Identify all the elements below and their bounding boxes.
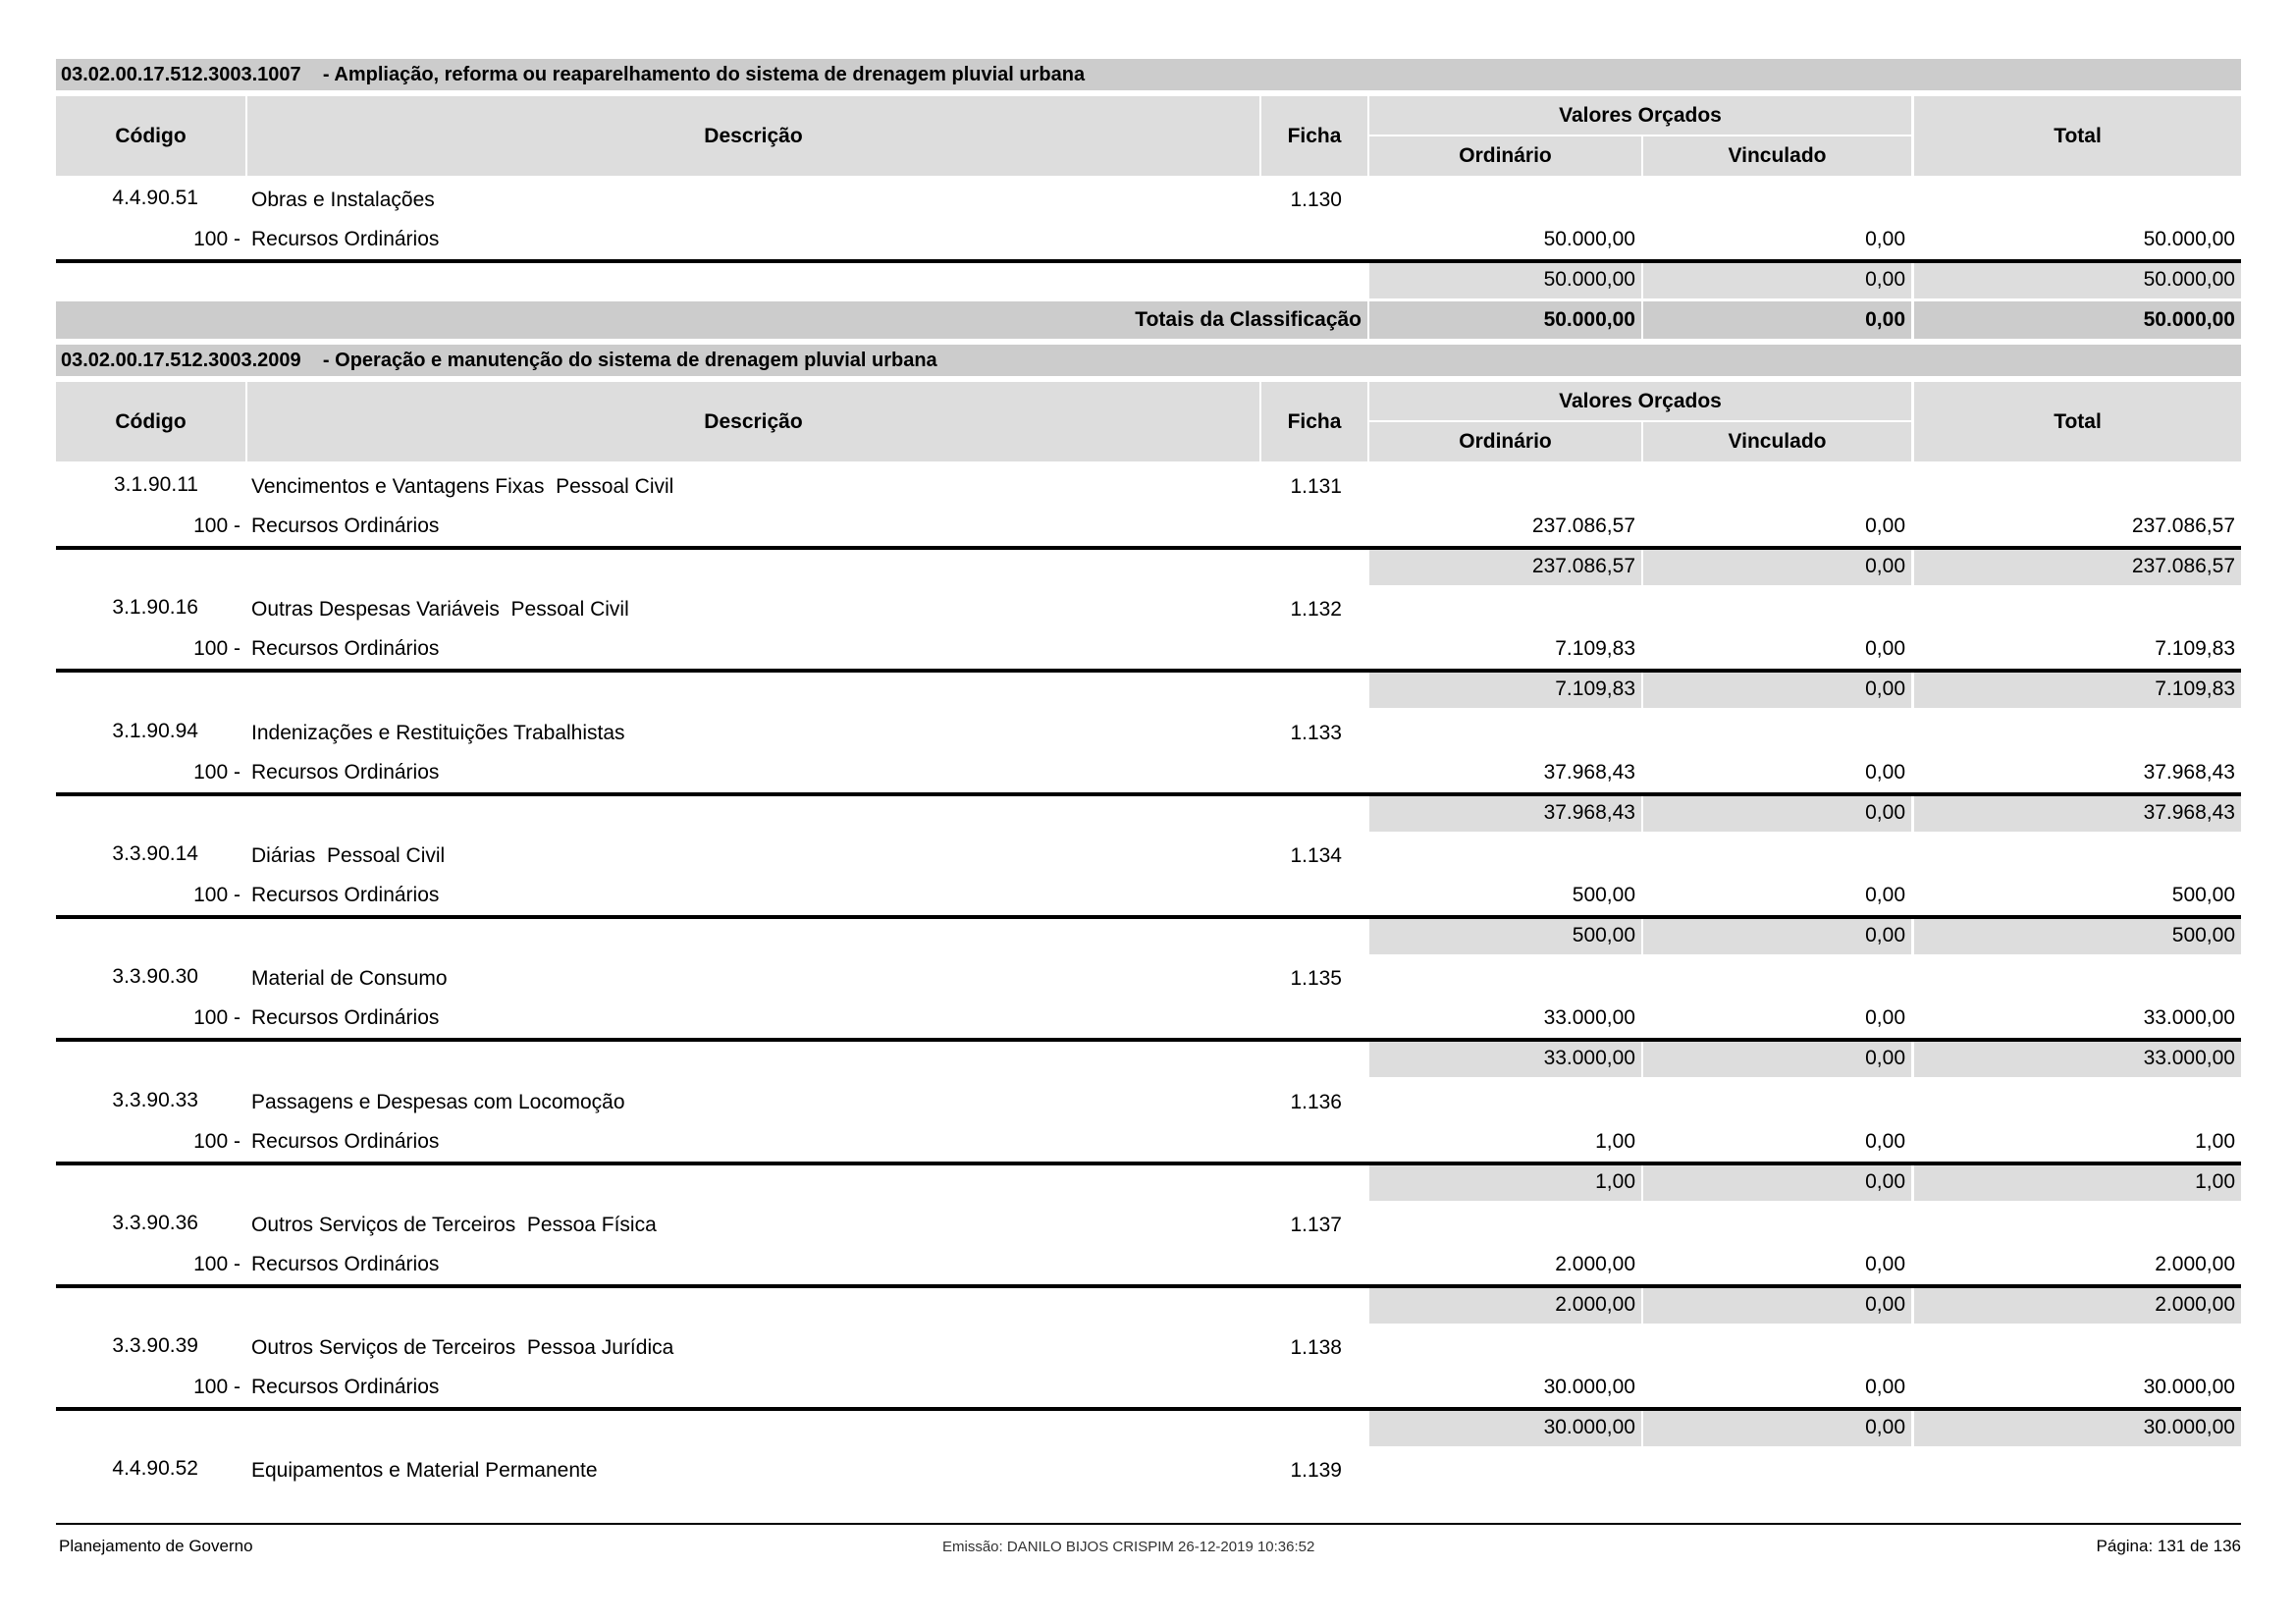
footer-divider (56, 1523, 2241, 1525)
source-description: Recursos Ordinários (251, 761, 440, 784)
source-code: 100 - (193, 1006, 240, 1029)
totals-label: Totais da Classificação (1135, 308, 1362, 331)
item-code: 3.3.90.39 (112, 1334, 198, 1357)
value-ordinario: 33.000,00 (1543, 1006, 1635, 1029)
column-header-descricao: Descrição (247, 382, 1259, 461)
subtotal-total: 500,00 (1914, 919, 2241, 954)
item-description: Material de Consumo (251, 967, 448, 990)
value-ordinario: 237.086,57 (1531, 514, 1635, 537)
value-total: 33.000,00 (2143, 1006, 2235, 1029)
subtotal-ordinario: 33.000,00 (1369, 1042, 1641, 1077)
item-description: Indenizações e Restituições Trabalhistas (251, 722, 625, 744)
value-total: 2.000,00 (2155, 1253, 2235, 1275)
subtotal-vinculado: 0,00 (1643, 919, 1911, 954)
value-total: 50.000,00 (2143, 228, 2235, 250)
subtotal-vinculado: 0,00 (1643, 1042, 1911, 1077)
column-header-ficha: Ficha (1261, 382, 1367, 461)
value-ordinario: 500,00 (1572, 884, 1635, 906)
column-header-vinculado: Vinculado (1643, 136, 1911, 176)
subtotal-vinculado: 0,00 (1643, 1411, 1911, 1446)
value-total: 500,00 (2171, 884, 2235, 906)
value-vinculado: 0,00 (1865, 228, 1905, 250)
section-header (56, 345, 2241, 376)
column-header-ordinario: Ordinário (1369, 136, 1641, 176)
subtotal-vinculado: 0,00 (1643, 263, 1911, 298)
value-total: 30.000,00 (2143, 1376, 2235, 1398)
value-ordinario: 2.000,00 (1555, 1253, 1635, 1275)
source-description: Recursos Ordinários (251, 514, 440, 537)
value-total: 37.968,43 (2143, 761, 2235, 784)
value-vinculado: 0,00 (1865, 884, 1905, 906)
subtotal-total: 237.086,57 (1914, 550, 2241, 585)
source-code: 100 - (193, 1253, 240, 1275)
subtotal-total: 1,00 (1914, 1165, 2241, 1201)
item-ficha: 1.138 (1290, 1336, 1342, 1359)
item-ficha: 1.134 (1290, 844, 1342, 867)
value-vinculado: 0,00 (1865, 1130, 1905, 1153)
column-header-ficha: Ficha (1261, 96, 1367, 176)
item-code: 4.4.90.51 (112, 187, 198, 209)
value-ordinario: 1,00 (1595, 1130, 1635, 1153)
item-description: Obras e Instalações (251, 189, 435, 211)
source-code: 100 - (193, 1130, 240, 1153)
subtotal-vinculado: 0,00 (1643, 796, 1911, 832)
value-vinculado: 0,00 (1865, 637, 1905, 660)
source-code: 100 - (193, 884, 240, 906)
item-description: Outros Serviços de Terceiros Pessoa Jurídica (251, 1336, 674, 1359)
value-ordinario: 7.109,83 (1555, 637, 1635, 660)
subtotal-total: 50.000,00 (1914, 263, 2241, 298)
totals-total: 50.000,00 (1914, 301, 2241, 339)
value-ordinario: 30.000,00 (1543, 1376, 1635, 1398)
item-ficha: 1.132 (1290, 598, 1342, 621)
source-code: 100 - (193, 1376, 240, 1398)
totals-ordinario: 50.000,00 (1369, 301, 1641, 339)
subtotal-total: 2.000,00 (1914, 1288, 2241, 1324)
subtotal-ordinario: 237.086,57 (1369, 550, 1641, 585)
item-ficha: 1.136 (1290, 1091, 1342, 1113)
section-code: 03.02.00.17.512.3003.2009 (61, 349, 301, 371)
column-header-codigo: Código (56, 96, 245, 176)
item-description: Diárias Pessoal Civil (251, 844, 446, 867)
source-description: Recursos Ordinários (251, 228, 440, 250)
subtotal-vinculado: 0,00 (1643, 1165, 1911, 1201)
value-vinculado: 0,00 (1865, 514, 1905, 537)
item-description: Outros Serviços de Terceiros Pessoa Física (251, 1214, 657, 1236)
item-ficha: 1.137 (1290, 1214, 1342, 1236)
item-code: 3.3.90.14 (112, 842, 198, 865)
subtotal-ordinario: 50.000,00 (1369, 263, 1641, 298)
subtotal-ordinario: 1,00 (1369, 1165, 1641, 1201)
column-header-codigo: Código (56, 382, 245, 461)
item-code: 3.3.90.36 (112, 1212, 198, 1234)
source-description: Recursos Ordinários (251, 1130, 440, 1153)
value-vinculado: 0,00 (1865, 1006, 1905, 1029)
item-description: Passagens e Despesas com Locomoção (251, 1091, 625, 1113)
subtotal-total: 33.000,00 (1914, 1042, 2241, 1077)
value-ordinario: 50.000,00 (1543, 228, 1635, 250)
spacer (301, 350, 323, 372)
item-code: 4.4.90.52 (112, 1457, 198, 1480)
totals-vinculado: 0,00 (1643, 301, 1911, 339)
column-header-vinculado: Vinculado (1643, 422, 1911, 461)
item-description: Outras Despesas Variáveis Pessoal Civil (251, 598, 629, 621)
item-ficha: 1.139 (1290, 1459, 1342, 1482)
subtotal-total: 30.000,00 (1914, 1411, 2241, 1446)
source-description: Recursos Ordinários (251, 1376, 440, 1398)
source-description: Recursos Ordinários (251, 1253, 440, 1275)
item-code: 3.1.90.11 (113, 473, 198, 496)
subtotal-vinculado: 0,00 (1643, 1288, 1911, 1324)
value-total: 7.109,83 (2155, 637, 2235, 660)
item-code: 3.3.90.33 (112, 1089, 198, 1111)
value-ordinario: 37.968,43 (1543, 761, 1635, 784)
footer-emission: Emissão: DANILO BIJOS CRISPIM 26-12-2019 10:36:52 (942, 1539, 1315, 1555)
subtotal-total: 7.109,83 (1914, 673, 2241, 708)
value-total: 237.086,57 (2131, 514, 2235, 537)
value-vinculado: 0,00 (1865, 1376, 1905, 1398)
subtotal-ordinario: 30.000,00 (1369, 1411, 1641, 1446)
subtotal-ordinario: 7.109,83 (1369, 673, 1641, 708)
source-code: 100 - (193, 637, 240, 660)
column-header-valores-orcados: Valores Orçados (1369, 382, 1911, 420)
spacer (301, 64, 323, 86)
item-ficha: 1.133 (1290, 722, 1342, 744)
value-vinculado: 0,00 (1865, 1253, 1905, 1275)
section-header (56, 59, 2241, 90)
item-code: 3.1.90.16 (112, 596, 198, 619)
item-description: Vencimentos e Vantagens Fixas Pessoal Civil (251, 475, 674, 498)
column-header-ordinario: Ordinário (1369, 422, 1641, 461)
column-header-descricao: Descrição (247, 96, 1259, 176)
subtotal-vinculado: 0,00 (1643, 550, 1911, 585)
item-ficha: 1.131 (1290, 475, 1342, 498)
item-ficha: 1.135 (1290, 967, 1342, 990)
subtotal-ordinario: 37.968,43 (1369, 796, 1641, 832)
column-header-total: Total (1914, 96, 2241, 176)
item-code: 3.1.90.94 (112, 720, 198, 742)
subtotal-ordinario: 2.000,00 (1369, 1288, 1641, 1324)
source-code: 100 - (193, 514, 240, 537)
source-description: Recursos Ordinários (251, 637, 440, 660)
subtotal-vinculado: 0,00 (1643, 673, 1911, 708)
subtotal-ordinario: 500,00 (1369, 919, 1641, 954)
item-code: 3.3.90.30 (112, 965, 198, 988)
source-description: Recursos Ordinários (251, 884, 440, 906)
subtotal-total: 37.968,43 (1914, 796, 2241, 832)
source-description: Recursos Ordinários (251, 1006, 440, 1029)
column-header-valores-orcados: Valores Orçados (1369, 96, 1911, 135)
item-description: Equipamentos e Material Permanente (251, 1459, 598, 1482)
footer-department: Planejamento de Governo (59, 1537, 253, 1555)
item-ficha: 1.130 (1290, 189, 1342, 211)
column-header-total: Total (1914, 382, 2241, 461)
source-code: 100 - (193, 228, 240, 250)
section-title: - Ampliação, reforma ou reaparelhamento do sistema de drenagem pluvial urbana (322, 63, 1086, 85)
value-total: 1,00 (2195, 1130, 2235, 1153)
value-vinculado: 0,00 (1865, 761, 1905, 784)
footer-page-number: Página: 131 de 136 (2096, 1537, 2241, 1555)
source-code: 100 - (193, 761, 240, 784)
section-code: 03.02.00.17.512.3003.1007 (61, 63, 301, 85)
section-title: - Operação e manutenção do sistema de drenagem pluvial urbana (322, 349, 937, 371)
